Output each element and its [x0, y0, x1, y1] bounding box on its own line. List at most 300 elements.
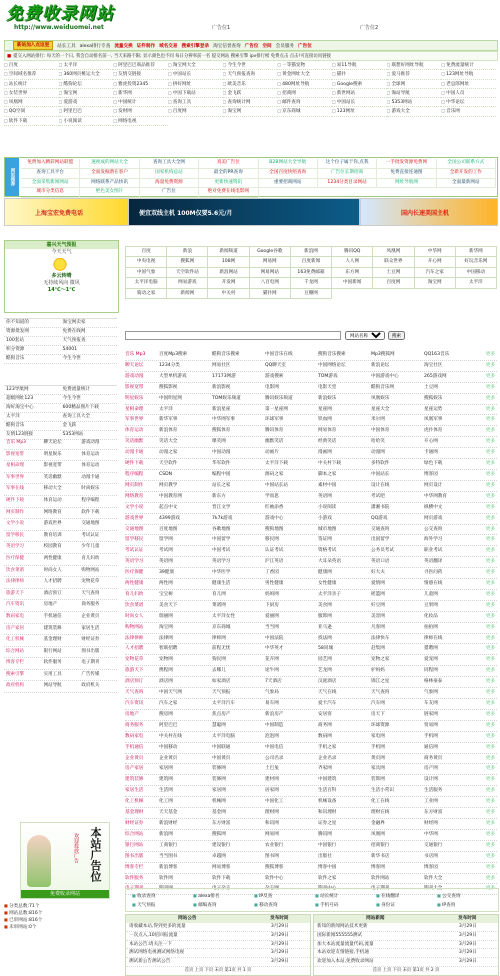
directory-link[interactable]: 机械设备	[318, 799, 337, 805]
directory-link[interactable]: 1234分类	[159, 362, 180, 368]
featured-site-link[interactable]: 海量免费资源	[140, 179, 199, 189]
left-table-link[interactable]: 100套站	[6, 338, 24, 343]
top-site-link[interactable]: □ 淘站导航	[387, 89, 442, 98]
directory-link[interactable]: 建筑网	[159, 777, 173, 783]
left-category-link[interactable]: 购物网站	[81, 567, 100, 573]
directory-category[interactable]: 酒店预订	[125, 679, 144, 685]
popular-site-link[interactable]: 好玩音乐网	[456, 257, 497, 267]
banner-ad-3[interactable]	[360, 198, 498, 226]
directory-more-link[interactable]: 更多	[485, 417, 495, 423]
popular-site-link[interactable]: 百度网	[373, 278, 414, 288]
directory-link[interactable]: 公司名录	[265, 755, 284, 761]
top-site-link[interactable]: □ 招商网	[277, 89, 332, 98]
featured-site-link[interactable]: 免费加入精彩网站联盟	[21, 159, 80, 169]
popular-site-link[interactable]: 网易游戏	[167, 278, 208, 288]
directory-category[interactable]: 影视宽带	[125, 384, 144, 390]
directory-link[interactable]: Mp3搜狐网	[371, 352, 395, 357]
directory-link[interactable]: 搜狐体育	[212, 428, 231, 434]
directory-link[interactable]: 软件大全	[424, 875, 443, 881]
directory-more-link[interactable]: 更多	[485, 548, 495, 554]
directory-link[interactable]: 职业考试	[424, 548, 443, 554]
left-category-link[interactable]: 影视宽带	[6, 451, 24, 457]
directory-link[interactable]: 女性健康	[318, 581, 337, 587]
featured-site-link[interactable]: 免费直接连通图	[377, 169, 436, 179]
directory-link[interactable]: 手机网	[371, 744, 385, 750]
directory-link[interactable]: 农业银行	[265, 842, 284, 848]
popular-site-link[interactable]: 千龙网	[291, 278, 332, 288]
directory-link[interactable]: 中关村在线	[159, 733, 182, 739]
left-category-link[interactable]: 饮食菜谱	[6, 567, 24, 573]
directory-link[interactable]: 265游戏网	[424, 373, 447, 379]
directory-link[interactable]: 软件网	[159, 875, 173, 881]
directory-link[interactable]: 中国音乐在线	[265, 352, 293, 357]
popular-site-link[interactable]: 腾讯QQ	[332, 247, 373, 257]
directory-link[interactable]: 气象局	[265, 690, 279, 696]
directory-link[interactable]: 家具网	[371, 766, 385, 772]
left-category-link[interactable]: 军事在线	[6, 486, 24, 492]
directory-more-link[interactable]: 更多	[485, 406, 495, 412]
nav-link[interactable]: alexa排行专查	[79, 43, 111, 49]
directory-link[interactable]: 交通查询	[371, 526, 390, 532]
directory-category[interactable]: 交通地图	[125, 526, 144, 532]
popular-site-link[interactable]: 开发网	[208, 278, 249, 288]
news-link[interactable]: 本站欢迎友情链接,手机通	[317, 950, 369, 956]
directory-link[interactable]: 大型单机游戏	[159, 373, 187, 379]
directory-link[interactable]: 新华军事	[159, 417, 178, 423]
news-link[interactable]: 请收藏本站,得到更多的流量	[129, 924, 186, 929]
directory-link[interactable]: 手机之家	[318, 744, 337, 750]
nav-link[interactable]: 会员服务	[275, 43, 295, 49]
directory-link[interactable]: 爱卡汽车	[318, 701, 337, 706]
top-site-link[interactable]: □ 发财网	[113, 107, 168, 116]
news-link[interactable]: 欢迎加入本站,免费收录网站	[317, 959, 374, 965]
left-category-link[interactable]: 政府机关	[81, 683, 100, 689]
directory-link[interactable]: 潇湘书院	[371, 504, 390, 510]
directory-category[interactable]: 星相命理	[125, 406, 144, 412]
directory-link[interactable]: 中国移动	[159, 744, 178, 750]
directory-link[interactable]: QQ游戏	[371, 515, 388, 521]
directory-link[interactable]: 美食网	[318, 602, 332, 608]
popular-site-link[interactable]: 太平洋电脑	[126, 278, 167, 288]
directory-link[interactable]: 中华网军事	[212, 417, 235, 423]
tool-link[interactable]: ■ IP查询	[437, 900, 498, 909]
directory-link[interactable]: 中国考试	[212, 548, 231, 554]
directory-link[interactable]: 太平洋	[159, 406, 173, 412]
directory-more-link[interactable]: 更多	[485, 875, 495, 881]
directory-link[interactable]: 网页设计	[424, 482, 443, 488]
top-site-link[interactable]: □ 金飞跃	[223, 89, 278, 98]
directory-link[interactable]: 证券之星	[318, 820, 337, 826]
directory-link[interactable]: 企业名录	[318, 755, 337, 761]
directory-link[interactable]: 儿童网	[424, 591, 438, 597]
popular-site-link[interactable]: 太平洋	[456, 278, 497, 288]
left-table-link[interactable]: 超级网址123	[6, 396, 34, 401]
featured-site-link[interactable]: 城市分类信息	[21, 188, 80, 198]
directory-link[interactable]: 认证考试	[265, 548, 284, 554]
directory-category[interactable]: 银行网站	[125, 842, 144, 848]
left-category-link[interactable]: 文学小说	[6, 521, 24, 527]
directory-link[interactable]: TOM娱乐频道	[212, 395, 241, 401]
popular-site-link[interactable]: 汽车之家	[415, 268, 456, 278]
directory-link[interactable]: 东方财富	[212, 820, 231, 826]
directory-link[interactable]: 健康网	[318, 570, 332, 576]
directory-link[interactable]: 交通银行	[424, 842, 443, 848]
top-site-link[interactable]: □ 淘宝网	[59, 89, 114, 98]
directory-link[interactable]: 博客网	[371, 864, 385, 870]
directory-link[interactable]: 招商银行	[371, 842, 390, 848]
popular-site-link[interactable]: 人人网	[332, 257, 373, 267]
directory-link[interactable]: 当当图书	[159, 853, 178, 859]
directory-more-link[interactable]: 更多	[485, 831, 495, 837]
directory-more-link[interactable]: 更多	[485, 635, 495, 641]
directory-link[interactable]: 泡泡网	[265, 733, 279, 739]
directory-link[interactable]: 小游戏	[318, 515, 332, 521]
directory-link[interactable]: 中华网教育	[424, 493, 447, 499]
directory-category[interactable]: 商务服务	[125, 722, 144, 728]
directory-link[interactable]: 博客园	[424, 864, 438, 870]
directory-category[interactable]: 博客专栏	[125, 864, 144, 870]
directory-link[interactable]: 博客园	[424, 471, 438, 477]
left-category-link[interactable]: 旅游天下	[6, 590, 24, 596]
left-table-link[interactable]: 54001	[62, 347, 78, 352]
directory-link[interactable]: 同程网	[424, 668, 438, 674]
directory-more-link[interactable]: 更多	[485, 591, 495, 597]
directory-category[interactable]: 程序编程	[125, 471, 144, 477]
directory-link[interactable]: 搜狗音乐搜索	[318, 352, 346, 357]
directory-link[interactable]: 黄页网	[371, 755, 385, 761]
directory-link[interactable]: 资格考试	[318, 548, 337, 554]
directory-category[interactable]: 手机通信	[125, 744, 144, 750]
left-category-link[interactable]: 军事世界	[6, 474, 24, 480]
news-pager[interactable]: 首页 上页 下页 末页 第1页 共 2 页	[372, 967, 440, 973]
left-table-link[interactable]: 天气预报查	[62, 338, 86, 343]
directory-link[interactable]: 链家网	[424, 711, 438, 717]
left-category-link[interactable]: 时尚女人	[43, 567, 62, 573]
featured-site-link[interactable]: 速视成的网站大全	[80, 159, 139, 169]
directory-link[interactable]: 新浪论坛	[371, 362, 390, 368]
directory-category[interactable]: 动漫卡通	[125, 450, 144, 456]
directory-link[interactable]: 装修网	[212, 777, 226, 783]
popular-site-link[interactable]: 中华网	[415, 247, 456, 257]
news-link[interactable]: 加大本站流量流量代码,流量	[317, 941, 374, 947]
directory-link[interactable]: 7k7k游戏	[212, 515, 233, 521]
nav-link[interactable]: 广告位	[244, 43, 259, 49]
directory-link[interactable]: 装饰网	[371, 777, 385, 783]
directory-link[interactable]: 出国留学	[371, 537, 390, 543]
directory-link[interactable]: 机械网	[212, 799, 226, 805]
top-site-link[interactable]: □ 查询工具	[168, 98, 223, 107]
directory-category[interactable]: 饮食菜谱	[125, 602, 144, 608]
top-site-link[interactable]: □ 淘宝网大全	[168, 61, 223, 70]
directory-link[interactable]: 和讯理财	[318, 810, 337, 816]
featured-site-link[interactable]: 国家机构总站	[140, 169, 199, 179]
directory-link[interactable]: 慧聪网	[212, 722, 226, 728]
directory-more-link[interactable]: 更多	[485, 711, 495, 717]
left-category-link[interactable]: 广告传媒	[81, 671, 100, 677]
top-site-link[interactable]: □ 全球网	[387, 80, 442, 89]
directory-category[interactable]: 企业黄页	[125, 755, 144, 761]
directory-link[interactable]: 房产网	[424, 766, 438, 772]
top-site-link[interactable]: □ 爱游戏	[59, 98, 114, 107]
directory-link[interactable]: 贸易网	[424, 722, 438, 728]
directory-link[interactable]: 留学网	[159, 537, 173, 543]
directory-category[interactable]: 数码家电	[125, 733, 144, 739]
directory-link[interactable]: 多特软件	[371, 461, 390, 467]
left-category-link[interactable]: 法律律师	[6, 579, 24, 585]
popular-site-link[interactable]: 新浪网	[291, 247, 332, 257]
directory-link[interactable]: 中国明星网	[159, 395, 182, 401]
directory-link[interactable]: 汽车网	[371, 701, 385, 706]
left-category-link[interactable]: 交通地图	[81, 521, 100, 527]
directory-link[interactable]: 图书网	[265, 853, 279, 859]
directory-link[interactable]: 爱宠网	[424, 657, 438, 663]
directory-more-link[interactable]: 更多	[485, 504, 495, 510]
directory-link[interactable]: 找法网	[318, 635, 332, 641]
tool-link[interactable]: ■ alexa排名	[193, 891, 254, 900]
directory-more-link[interactable]: 更多	[485, 853, 495, 859]
directory-link[interactable]: 土豆网	[424, 384, 438, 390]
banner-ad-1[interactable]	[4, 198, 128, 226]
left-table-link[interactable]: 金飞跃	[62, 423, 77, 428]
directory-link[interactable]: 环球资源	[371, 722, 390, 728]
left-category-link[interactable]: 数码家电	[6, 613, 24, 619]
news-link[interactable]: 测试新公告测试公告	[129, 959, 171, 965]
news-link[interactable]: 测试网络电视测试网络电视	[129, 950, 185, 956]
left-table-link[interactable]: 600精品图片下载	[62, 405, 99, 410]
directory-link[interactable]: 卓越网	[212, 853, 226, 859]
directory-category[interactable]: 留学移民	[125, 537, 144, 543]
directory-link[interactable]: 育儿网	[212, 591, 226, 597]
directory-link[interactable]: 网易网	[265, 831, 279, 837]
top-site-link[interactable]: □ 小说阅读	[59, 117, 114, 126]
featured-site-link[interactable]: 全面采集新闻网站	[21, 179, 80, 189]
directory-link[interactable]: 天气在线	[318, 690, 337, 696]
directory-link[interactable]: 淘宝社区	[424, 362, 443, 368]
left-category-link[interactable]: 两性健康	[43, 555, 62, 561]
featured-site-link[interactable]: 更新快速资讯	[199, 179, 258, 189]
directory-category[interactable]: 游戏世界	[125, 515, 144, 521]
left-table-link[interactable]: 免费在线网	[62, 329, 86, 334]
left-category-link[interactable]: 搜索引擎	[6, 671, 24, 677]
directory-link[interactable]: 星座运势	[424, 406, 443, 412]
directory-link[interactable]: 园艺网	[318, 657, 332, 663]
directory-link[interactable]: 搜狗地图	[265, 526, 284, 532]
left-table-link[interactable]: 淘好淘宝中心	[6, 405, 34, 410]
directory-link[interactable]: 格林豪泰	[424, 679, 443, 685]
left-category-link[interactable]: 少年儿童	[81, 544, 100, 550]
left-category-link[interactable]: 政府机构	[6, 683, 24, 689]
directory-link[interactable]: 天气预报	[212, 690, 231, 696]
directory-link[interactable]: 美容网	[371, 613, 385, 619]
directory-link[interactable]: 生活小常识	[371, 788, 394, 794]
left-category-link[interactable]: 手机通信	[43, 613, 62, 619]
directory-link[interactable]: 京东商城	[212, 624, 231, 630]
directory-link[interactable]: 好大夫	[371, 570, 385, 576]
directory-link[interactable]: 亚马逊	[318, 624, 332, 630]
nav-link[interactable]: 域名交易	[159, 43, 178, 49]
top-site-link[interactable]: □ 中国下载站	[168, 89, 223, 98]
directory-link[interactable]: 新浪星座	[212, 406, 231, 412]
directory-link[interactable]: 腾讯娱乐频道	[265, 395, 293, 401]
directory-category[interactable]: 网络教育	[125, 493, 144, 499]
directory-link[interactable]: 新东方	[212, 493, 226, 499]
popular-site-link[interactable]: 联众世界	[373, 257, 414, 267]
left-category-link[interactable]: 体育运动	[81, 463, 100, 469]
left-category-link[interactable]: 教育培训	[43, 532, 62, 538]
directory-link[interactable]: 凤凰娱乐	[371, 395, 390, 401]
directory-more-link[interactable]: 更多	[485, 526, 495, 532]
directory-category[interactable]: 聊天论坛	[125, 362, 144, 368]
directory-link[interactable]: 星座大全	[371, 406, 390, 412]
left-category-link[interactable]: 音乐 Mp3	[6, 440, 27, 445]
directory-link[interactable]: 凡客网	[371, 624, 385, 630]
popular-site-link[interactable]: 新华网	[456, 247, 497, 257]
left-category-link[interactable]: 基金理财	[43, 637, 62, 643]
left-category-link[interactable]: 汽车资讯	[6, 602, 24, 608]
directory-link[interactable]: 前程无忧	[212, 646, 231, 652]
directory-link[interactable]: 途牛网	[265, 668, 279, 674]
left-category-link[interactable]: 财经证券	[81, 637, 100, 643]
directory-category[interactable]: 综合网站	[125, 831, 144, 837]
directory-link[interactable]: 中国制造	[265, 722, 284, 728]
top-site-link[interactable]: □ 阿里巴巴商品推荐	[113, 61, 168, 70]
featured-site-link[interactable]: 这个位子属于你,点我	[318, 159, 377, 169]
directory-link[interactable]: 39健康	[159, 570, 175, 576]
directory-link[interactable]: 工商银行	[159, 842, 178, 848]
left-category-link[interactable]: 医疗保健	[6, 555, 24, 561]
directory-more-link[interactable]: 更多	[485, 624, 495, 630]
directory-link[interactable]: 游戏搜索	[265, 373, 284, 379]
left-category-link[interactable]: 校园教育	[43, 544, 62, 550]
popular-site-link[interactable]: 东方网	[332, 268, 373, 278]
directory-category[interactable]: 家居生活	[125, 788, 144, 794]
directory-more-link[interactable]: 更多	[485, 755, 495, 761]
directory-link[interactable]: 中国联通	[212, 744, 231, 750]
left-table-link[interactable]: 酷狗音乐	[6, 356, 25, 361]
directory-link[interactable]: 绿色下载	[424, 461, 443, 467]
featured-site-link[interactable]: 查询工具大全网	[140, 159, 199, 169]
featured-site-link[interactable]: 真美广告位	[199, 159, 258, 169]
directory-link[interactable]: 电影天堂	[318, 384, 337, 390]
directory-category[interactable]: 化工机械	[125, 799, 144, 805]
directory-link[interactable]: 天空软件	[159, 461, 178, 467]
directory-link[interactable]: 搜狐娱乐	[424, 395, 443, 401]
top-site-link[interactable]: □ 老总郎网址	[441, 80, 496, 89]
directory-link[interactable]: 公务员考试	[371, 548, 394, 554]
directory-link[interactable]: 新浪网	[159, 831, 173, 837]
top-site-link[interactable]: □ 雅虎投资2345	[113, 80, 168, 89]
top-site-link[interactable]: □ 京东商城	[277, 107, 332, 116]
directory-link[interactable]: 太平洋下载	[265, 461, 288, 467]
directory-link[interactable]: 寻医问药	[424, 570, 443, 576]
left-table-link[interactable]: 资源批发网	[6, 329, 29, 334]
directory-link[interactable]: 宠物网	[159, 657, 173, 663]
left-table-link[interactable]: 5353网站	[62, 432, 84, 437]
popular-site-link[interactable]: 网易网	[250, 257, 291, 267]
directory-link[interactable]: 中国建筑	[318, 777, 337, 783]
top-site-link[interactable]: □ 猫扑	[332, 70, 387, 79]
directory-link[interactable]: 素材中国	[318, 482, 337, 488]
directory-link[interactable]: 商务网	[318, 722, 332, 728]
left-table-link[interactable]: 你不知道的	[6, 320, 29, 325]
top-site-link[interactable]: □ 拼好网址	[168, 80, 223, 89]
directory-more-link[interactable]: 更多	[485, 668, 495, 674]
directory-more-link[interactable]: 更多	[485, 690, 495, 696]
directory-link[interactable]: 天气查询	[371, 690, 390, 696]
directory-link[interactable]: 瑞丽网	[159, 613, 173, 619]
directory-link[interactable]: 化工网	[159, 799, 173, 805]
left-category-link[interactable]: 时尚娱乐	[81, 486, 100, 492]
site-logo[interactable]	[6, 4, 151, 38]
directory-link[interactable]: QQ聊天室	[265, 362, 287, 368]
left-category-link[interactable]: 动漫卡通	[81, 474, 100, 480]
top-site-link[interactable]: □ 黄金网址大全	[277, 70, 332, 79]
directory-link[interactable]: 中国网络论坛	[318, 362, 346, 368]
directory-link[interactable]: 谷歌地图	[212, 526, 231, 532]
nav-link[interactable]: 淘宝信誉查询	[213, 43, 241, 49]
directory-more-link[interactable]: 更多	[485, 701, 495, 706]
directory-link[interactable]: 中国站长站	[265, 482, 288, 488]
left-category-link[interactable]: 宠物花草	[81, 579, 100, 585]
directory-category[interactable]: 图书出版	[125, 853, 144, 859]
popular-site-link[interactable]: 中关村	[208, 289, 249, 299]
directory-link[interactable]: 卡通网	[424, 450, 438, 456]
directory-link[interactable]: 第一星座网	[265, 406, 288, 412]
left-category-link[interactable]: 体育运动	[43, 497, 62, 503]
directory-category[interactable]: 明星娱乐	[125, 395, 144, 401]
directory-link[interactable]: 中国银行	[318, 842, 337, 848]
directory-more-link[interactable]: 更多	[485, 679, 495, 685]
popular-site-link[interactable]: 豆瓣网	[291, 289, 332, 299]
directory-link[interactable]: 中国留学	[212, 537, 231, 543]
directory-link[interactable]: 搜狐影视	[159, 384, 178, 390]
directory-more-link[interactable]: 更多	[485, 439, 495, 445]
popular-site-link[interactable]: 八百电网	[250, 278, 291, 288]
directory-link[interactable]: 宝宝树	[159, 591, 173, 597]
directory-link[interactable]: 太平洋女性	[212, 613, 235, 619]
top-site-link[interactable]: □ 凤凰网	[4, 98, 59, 107]
top-site-link[interactable]: □ 站长统计	[4, 80, 59, 89]
directory-more-link[interactable]: 更多	[485, 581, 495, 587]
directory-link[interactable]: 中国站长	[371, 471, 390, 477]
directory-more-link[interactable]: 更多	[485, 886, 495, 892]
top-site-link[interactable]: □ 360网页桃运大全	[59, 70, 114, 79]
directory-link[interactable]: 源码之家	[265, 471, 284, 477]
directory-link[interactable]: 手机网	[424, 733, 438, 739]
directory-link[interactable]: 凤凰网	[371, 831, 385, 837]
directory-link[interactable]: 新浪博客	[159, 864, 178, 870]
left-category-link[interactable]: 网站导航	[43, 683, 62, 689]
directory-more-link[interactable]: 更多	[485, 362, 495, 368]
directory-link[interactable]: 书店网	[424, 853, 438, 859]
directory-more-link[interactable]: 更多	[485, 864, 495, 870]
directory-link[interactable]: 星座网	[318, 406, 332, 412]
directory-link[interactable]: 网易社区	[212, 362, 231, 368]
directory-more-link[interactable]: 更多	[485, 450, 495, 456]
directory-category[interactable]: 体育运动	[125, 428, 144, 434]
directory-link[interactable]: 通信网	[424, 744, 438, 750]
directory-category[interactable]: 军事世界	[125, 417, 144, 423]
directory-link[interactable]: 太平洋汽车	[212, 701, 235, 706]
directory-link[interactable]: 期刊中心	[318, 886, 337, 892]
featured-site-link[interactable]: 广告位长期招商	[318, 169, 377, 179]
directory-link[interactable]: 家电网	[371, 733, 385, 739]
directory-link[interactable]: 英语口语	[371, 559, 390, 565]
directory-link[interactable]: 生活服务	[424, 788, 443, 794]
directory-link[interactable]: 软件之家	[318, 875, 337, 881]
top-site-link[interactable]: □ 5353网站	[387, 98, 442, 107]
directory-category[interactable]: 基金理财	[125, 810, 144, 816]
